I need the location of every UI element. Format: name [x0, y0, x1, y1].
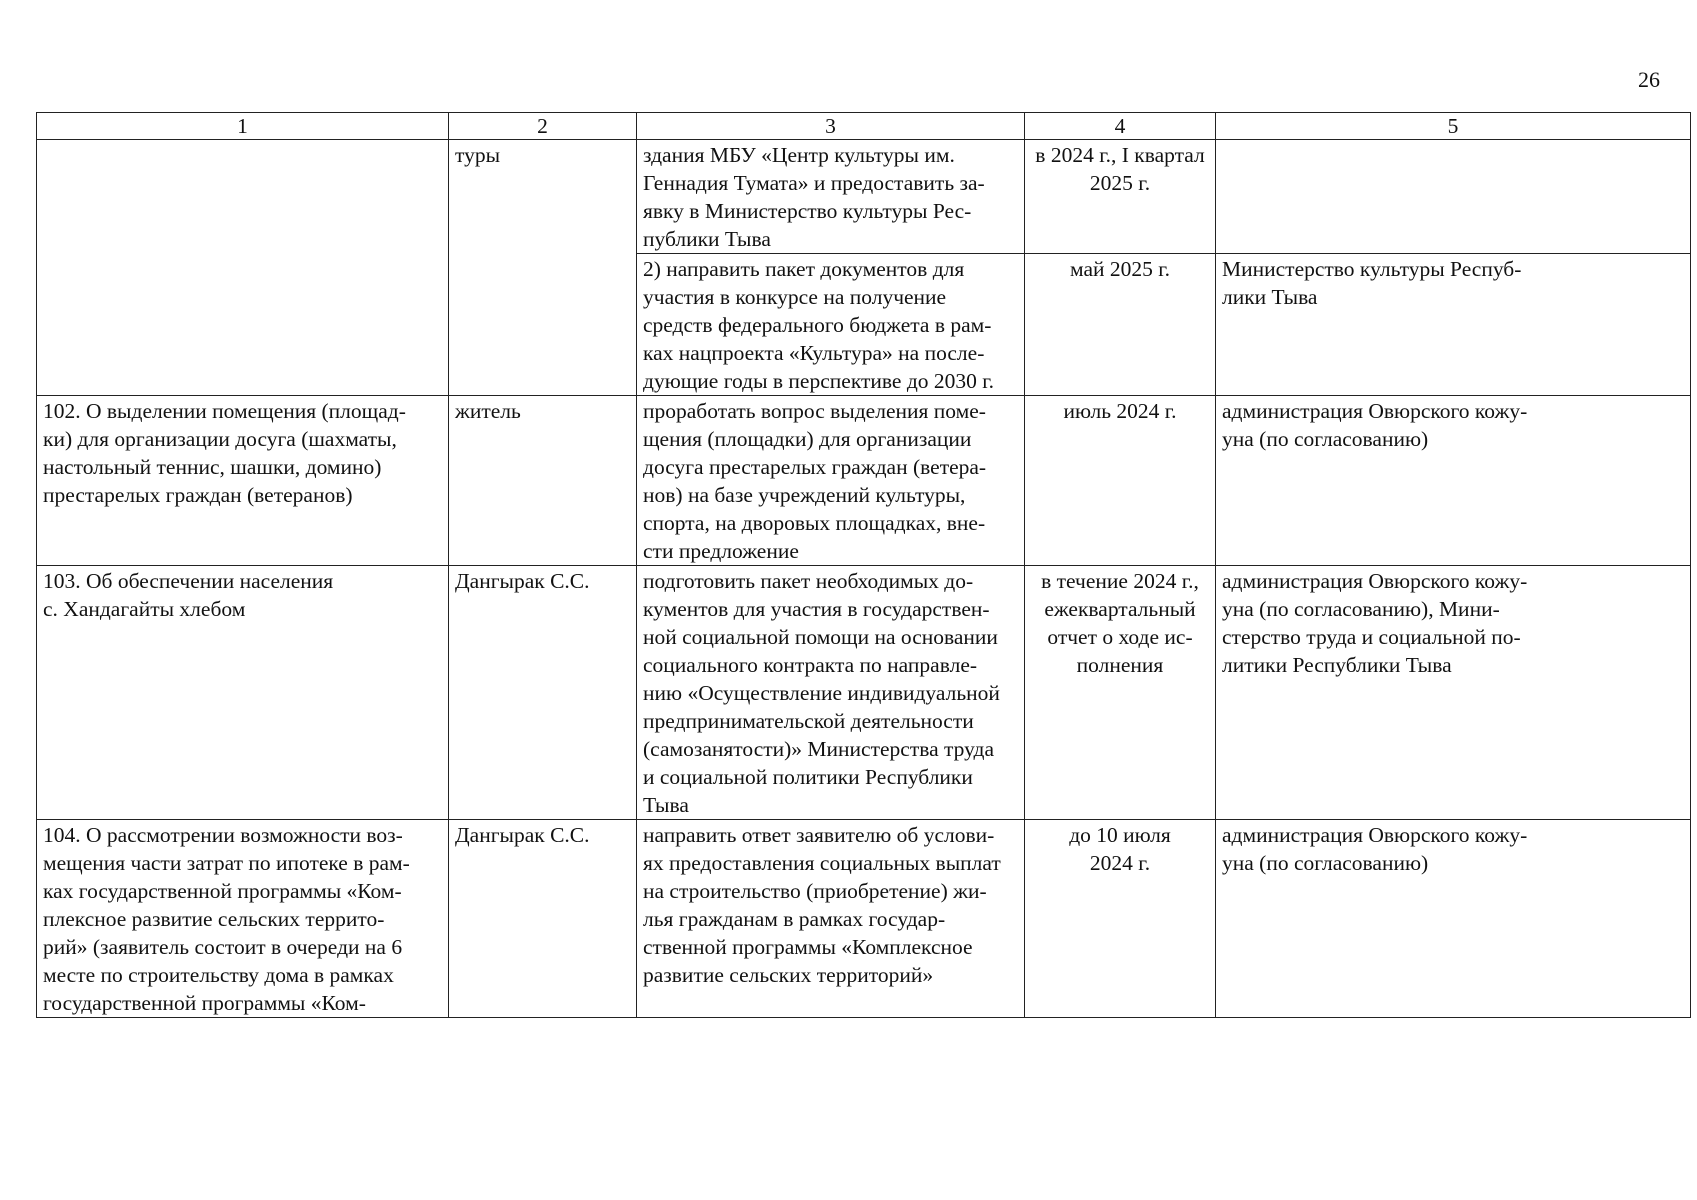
page-number: 26: [1638, 67, 1660, 92]
cell-text-line: полнения: [1076, 653, 1164, 677]
cell-text-line: явку в Министерство культуры Рес-: [643, 199, 972, 223]
cell-text-line: мещения части затрат по ипотеке в рам-: [43, 851, 410, 875]
cell-text-line: щения (площадки) для организации: [643, 427, 972, 451]
cell-text-line: сти предложение: [643, 539, 799, 563]
cell-text-line: литики Республики Тыва: [1222, 653, 1452, 677]
cell-text-line: администрация Овюрского кожу-: [1222, 399, 1528, 423]
cell-text-line: в 2024 г., I квартал: [1035, 143, 1205, 167]
cell-text-line: спорта, на дворовых площадках, вне-: [643, 511, 986, 535]
cell-text-line: 2024 г.: [1089, 851, 1151, 875]
cell-text-line: нов) на базе учреждений культуры,: [643, 483, 966, 507]
cell-text-line: Геннадия Тумата» и предоставить за-: [643, 171, 985, 195]
cell-text-line: уна (по согласованию): [1222, 427, 1429, 451]
table-row-104: [37, 820, 1691, 1018]
table-row-103: [37, 566, 1691, 820]
table-row-continuation-a: [37, 140, 1691, 254]
cell-text-line: настольный теннис, шашки, домино): [43, 455, 382, 479]
cell-text-line: Дангырак С.С.: [455, 569, 590, 593]
cell-text-line: 104. О рассмотрении возможности воз-: [43, 823, 403, 847]
cell-topic: [37, 566, 449, 820]
cell-text-line: администрация Овюрского кожу-: [1222, 569, 1528, 593]
column-header: 1: [37, 113, 449, 140]
cell-text-line: туры: [455, 143, 501, 167]
cell-text-line: социального контракта по направле-: [643, 653, 978, 677]
cell-text-line: участия в конкурсе на получение: [643, 285, 947, 309]
cell-text-line: здания МБУ «Центр культуры им.: [643, 143, 955, 167]
cell-text-line: до 10 июля: [1069, 823, 1171, 847]
cell-text-line: 103. Об обеспечении населения: [43, 569, 334, 593]
cell-text-line: ной социальной помощи на основании: [643, 625, 998, 649]
cell-text-line: развитие сельских территорий»: [643, 963, 934, 987]
cell-deadline: [1025, 396, 1216, 566]
cell-responsible-empty: [1216, 140, 1691, 254]
cell-text-line: в течение 2024 г.,: [1041, 569, 1199, 593]
cell-initiator: [449, 820, 637, 1018]
cell-deadline: [1025, 254, 1216, 396]
cell-text-line: лья гражданам в рамках государ-: [643, 907, 946, 931]
cell-deadline: [1025, 820, 1216, 1018]
cell-text-line: отчет о ходе ис-: [1047, 625, 1193, 649]
column-header: 3: [637, 113, 1025, 140]
cell-text-line: рий» (заявитель состоит в очереди на 6: [43, 935, 403, 959]
cell-text-line: май 2025 г.: [1069, 257, 1171, 281]
cell-text-line: нию «Осуществление индивидуальной: [643, 681, 1000, 705]
cell-topic-empty: [37, 140, 449, 396]
table-header-row: [37, 113, 1691, 140]
cell-text-line: и социальной политики Республики: [643, 765, 973, 789]
cell-topic: [37, 820, 449, 1018]
cell-text-line: публики Тыва: [643, 227, 771, 251]
cell-text-line: (самозанятости)» Министерства труда: [643, 737, 995, 761]
cell-text-line: престарелых граждан (ветеранов): [43, 483, 353, 507]
cell-text-line: 102. О выделении помещения (площад-: [43, 399, 406, 423]
cell-text-line: на строительство (приобретение) жи-: [643, 879, 987, 903]
cell-initiator: [449, 140, 637, 396]
cell-text-line: плексное развитие сельских террито-: [43, 907, 385, 931]
plan-table: [36, 112, 1691, 1018]
cell-text-line: кументов для участия в государствен-: [643, 597, 990, 621]
cell-text-line: Тыва: [643, 793, 689, 817]
cell-text-line: предпринимательской деятельности: [643, 709, 974, 733]
cell-text-line: ки) для организации досуга (шахматы,: [43, 427, 397, 451]
column-header: 2: [449, 113, 637, 140]
cell-deadline: [1025, 566, 1216, 820]
cell-measure: [637, 140, 1025, 254]
cell-text-line: направить ответ заявителю об услови-: [643, 823, 995, 847]
cell-text-line: ках нацпроекта «Культура» на после-: [643, 341, 985, 365]
cell-text-line: подготовить пакет необходимых до-: [643, 569, 974, 593]
cell-initiator: [449, 566, 637, 820]
cell-initiator: [449, 396, 637, 566]
column-header: 5: [1216, 113, 1691, 140]
cell-topic: [37, 396, 449, 566]
cell-text-line: администрация Овюрского кожу-: [1222, 823, 1528, 847]
cell-measure: [637, 820, 1025, 1018]
cell-text-line: житель: [455, 399, 521, 423]
column-header: 4: [1025, 113, 1216, 140]
cell-measure: [637, 396, 1025, 566]
cell-text-line: месте по строительству дома в рамках: [43, 963, 394, 987]
cell-measure: [637, 566, 1025, 820]
cell-responsible: [1216, 396, 1691, 566]
cell-responsible: [1216, 566, 1691, 820]
cell-text-line: стерство труда и социальной по-: [1222, 625, 1521, 649]
cell-text-line: ственной программы «Комплексное: [643, 935, 973, 959]
cell-text-line: дующие годы в перспективе до 2030 г.: [643, 369, 995, 393]
table-row-102: [37, 396, 1691, 566]
cell-text-line: средств федерального бюджета в рам-: [643, 313, 992, 337]
cell-deadline: [1025, 140, 1216, 254]
cell-text-line: 2) направить пакет документов для: [643, 257, 965, 281]
cell-text-line: июль 2024 г.: [1063, 399, 1177, 423]
cell-responsible: [1216, 820, 1691, 1018]
cell-text-line: уна (по согласованию): [1222, 851, 1429, 875]
cell-text-line: ках государственной программы «Ком-: [43, 879, 402, 903]
cell-text-line: лики Тыва: [1222, 285, 1318, 309]
cell-text-line: Дангырак С.С.: [455, 823, 590, 847]
cell-text-line: проработать вопрос выделения поме-: [643, 399, 986, 423]
cell-text-line: ях предоставления социальных выплат: [643, 851, 1001, 875]
cell-text-line: государственной программы «Ком-: [43, 991, 366, 1015]
cell-text-line: Министерство культуры Респуб-: [1222, 257, 1522, 281]
cell-text-line: ежеквартальный: [1044, 597, 1196, 621]
cell-responsible: [1216, 254, 1691, 396]
cell-text-line: с. Хандагайты хлебом: [43, 597, 246, 621]
cell-text-line: уна (по согласованию), Мини-: [1222, 597, 1500, 621]
cell-measure: [637, 254, 1025, 396]
cell-text-line: 2025 г.: [1089, 171, 1151, 195]
cell-text-line: досуга престарелых граждан (ветера-: [643, 455, 987, 479]
